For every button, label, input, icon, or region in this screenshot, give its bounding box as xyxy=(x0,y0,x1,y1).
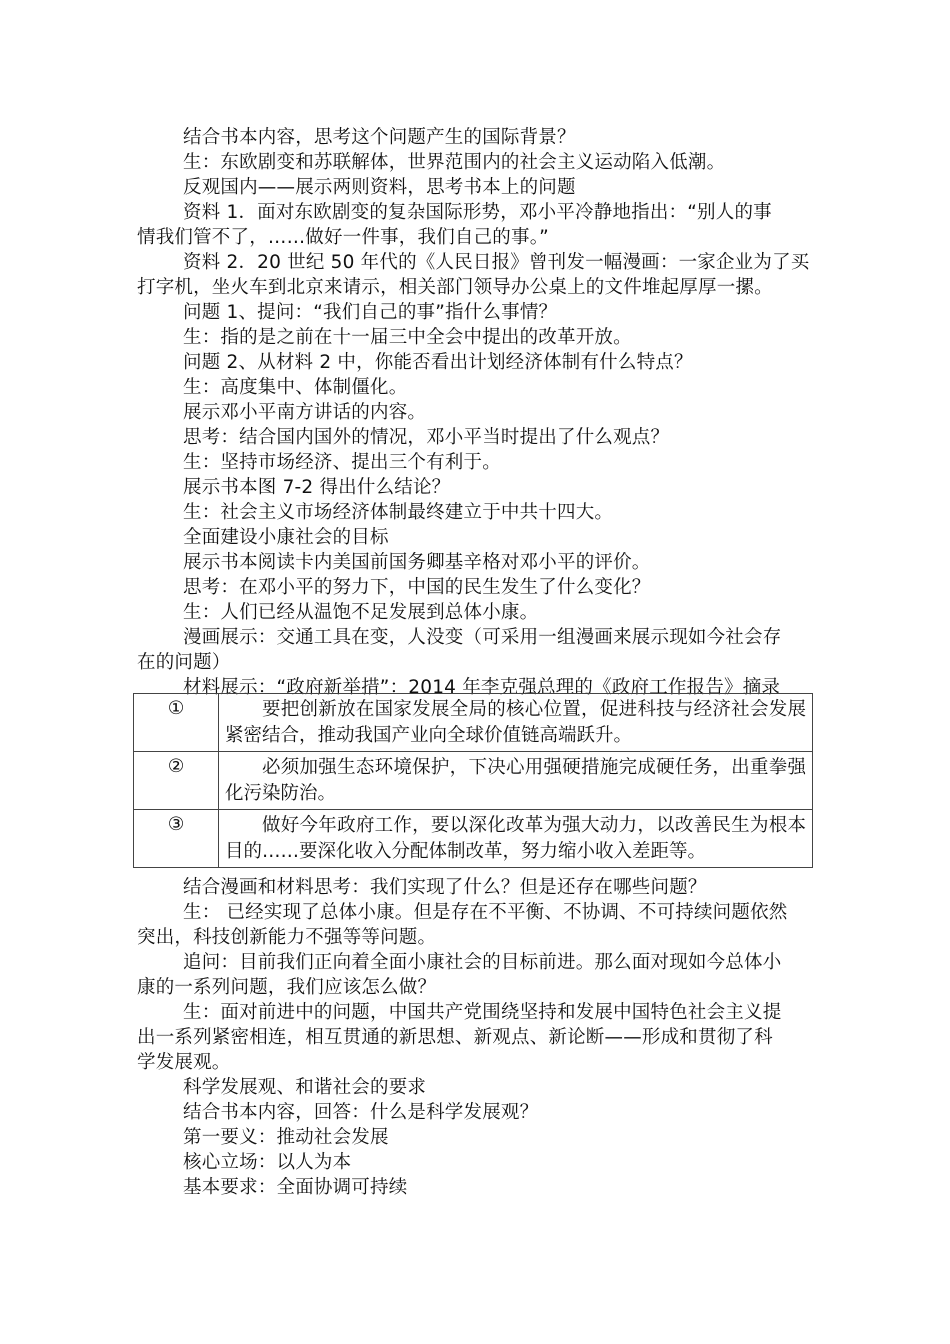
paragraph-answer-problems-line2: 突出，科技创新能力不强等等问题。 xyxy=(137,927,437,948)
section-heading-scientific-development: 科学发展观、和谐社会的要求 xyxy=(183,1077,427,1098)
paragraph-answer-market: 生：坚持市场经济、提出三个有利于。 xyxy=(183,452,501,473)
paragraph-answer-centralized: 生：高度集中、体制僵化。 xyxy=(183,377,408,398)
paragraph-comic-line1: 漫画展示：交通工具在变，人没变（可采用一组漫画来展示现如今社会存 xyxy=(183,627,782,648)
paragraph-think-viewpoint: 思考：结合国内国外的情况，邓小平当时提出了什么观点？ xyxy=(183,427,670,448)
paragraph-answer-14th-congress: 生：社会主义市场经济体制最终建立于中共十四大。 xyxy=(183,502,614,523)
paragraph-material-1-line1: 资料 1．面对东欧剧变的复杂国际形势，邓小平冷静地指出：“别人的事 xyxy=(183,202,772,223)
paragraph-kissinger: 展示书本阅读卡内美国前国务卿基辛格对邓小平的评价。 xyxy=(183,552,651,573)
row-text: 做好今年政府工作，要以深化改革为强大动力，以改善民生为根本目的……要深化收入分配体制改革，努力缩小收入差距等。 xyxy=(219,810,813,868)
paragraph-comic-line2: 在的问题） xyxy=(137,652,231,673)
paragraph-question-2: 问题 2、从材料 2 中，你能否看出计划经济体制有什么特点？ xyxy=(183,352,693,373)
table-row xyxy=(134,694,813,752)
paragraph-answer-reform: 生：指的是之前在十一届三中全会中提出的改革开放。 xyxy=(183,327,632,348)
paragraph-southern-tour: 展示邓小平南方讲话的内容。 xyxy=(183,402,427,423)
paragraph-figure-7-2: 展示书本图 7-2 得出什么结论？ xyxy=(183,477,451,498)
report-excerpt-table xyxy=(133,693,813,868)
paragraph-first-essence: 第一要义：推动社会发展 xyxy=(183,1127,389,1148)
paragraph-intl-background-question: 结合书本内容，思考这个问题产生的国际背景？ xyxy=(183,127,576,148)
paragraph-material-2-line2: 打字机，坐火车到北京来请示，相关部门领导办公桌上的文件堆起厚厚一摞。 xyxy=(137,277,773,298)
paragraph-what-is-sdo: 结合书本内容，回答：什么是科学发展观？ xyxy=(183,1102,539,1123)
paragraph-core-position: 核心立场：以人为本 xyxy=(183,1152,352,1173)
row-number: ② xyxy=(134,752,219,810)
paragraph-material-1-line2: 情我们管不了，……做好一件事，我们自己的事。” xyxy=(137,227,549,248)
paragraph-answer-sdo-line1: 生：面对前进中的问题，中国共产党围绕坚持和发展中国特色社会主义提 xyxy=(183,1002,782,1023)
paragraph-question-1: 问题 1、提问：“我们自己的事”指什么事情？ xyxy=(183,302,558,323)
paragraph-answer-sdo-line2: 出一系列紧密相连，相互贯通的新思想、新观点、新论断——形成和贯彻了科 xyxy=(137,1027,773,1048)
section-heading-xiaokang: 全面建设小康社会的目标 xyxy=(183,527,389,548)
paragraph-think-achievements: 结合漫画和材料思考：我们实现了什么？但是还存在哪些问题？ xyxy=(183,877,707,898)
paragraph-domestic-review: 反观国内——展示两则资料，思考书本上的问题 xyxy=(183,177,576,198)
paragraph-material-2-line1: 资料 2．20 世纪 50 年代的《人民日报》曾刊发一幅漫画：一家企业为了买 xyxy=(183,252,810,273)
paragraph-student-answer-1: 生：东欧剧变和苏联解体，世界范围内的社会主义运动陷入低潮。 xyxy=(183,152,726,173)
paragraph-answer-problems-line1: 生： 已经实现了总体小康。但是存在不平衡、不协调、不可持续问题依然 xyxy=(183,902,788,923)
paragraph-follow-up-line2: 康的一系列问题，我们应该怎么做？ xyxy=(137,977,437,998)
paragraph-answer-xiaokang: 生：人们已经从温饱不足发展到总体小康。 xyxy=(183,602,539,623)
row-text: 必须加强生态环境保护，下决心用强硬措施完成硬任务，出重拳强化污染防治。 xyxy=(219,752,813,810)
row-text: 要把创新放在国家发展全局的核心位置，促进科技与经济社会发展紧密结合，推动我国产业向全球价值链高端跃升。 xyxy=(219,694,813,752)
paragraph-follow-up-line1: 追问：目前我们正向着全面小康社会的目标前进。那么面对现如今总体小 xyxy=(183,952,782,973)
row-number: ③ xyxy=(134,810,219,868)
paragraph-material-report: 材料展示：“政府新举措”：2014 年李克强总理的《政府工作报告》摘录 xyxy=(183,677,781,698)
paragraph-answer-sdo-line3: 学发展观。 xyxy=(137,1052,231,1073)
paragraph-basic-requirement: 基本要求：全面协调可持续 xyxy=(183,1177,408,1198)
table-row xyxy=(134,810,813,868)
table-row xyxy=(134,752,813,810)
paragraph-think-livelihood: 思考：在邓小平的努力下，中国的民生发生了什么变化？ xyxy=(183,577,651,598)
row-number: ① xyxy=(134,694,219,752)
